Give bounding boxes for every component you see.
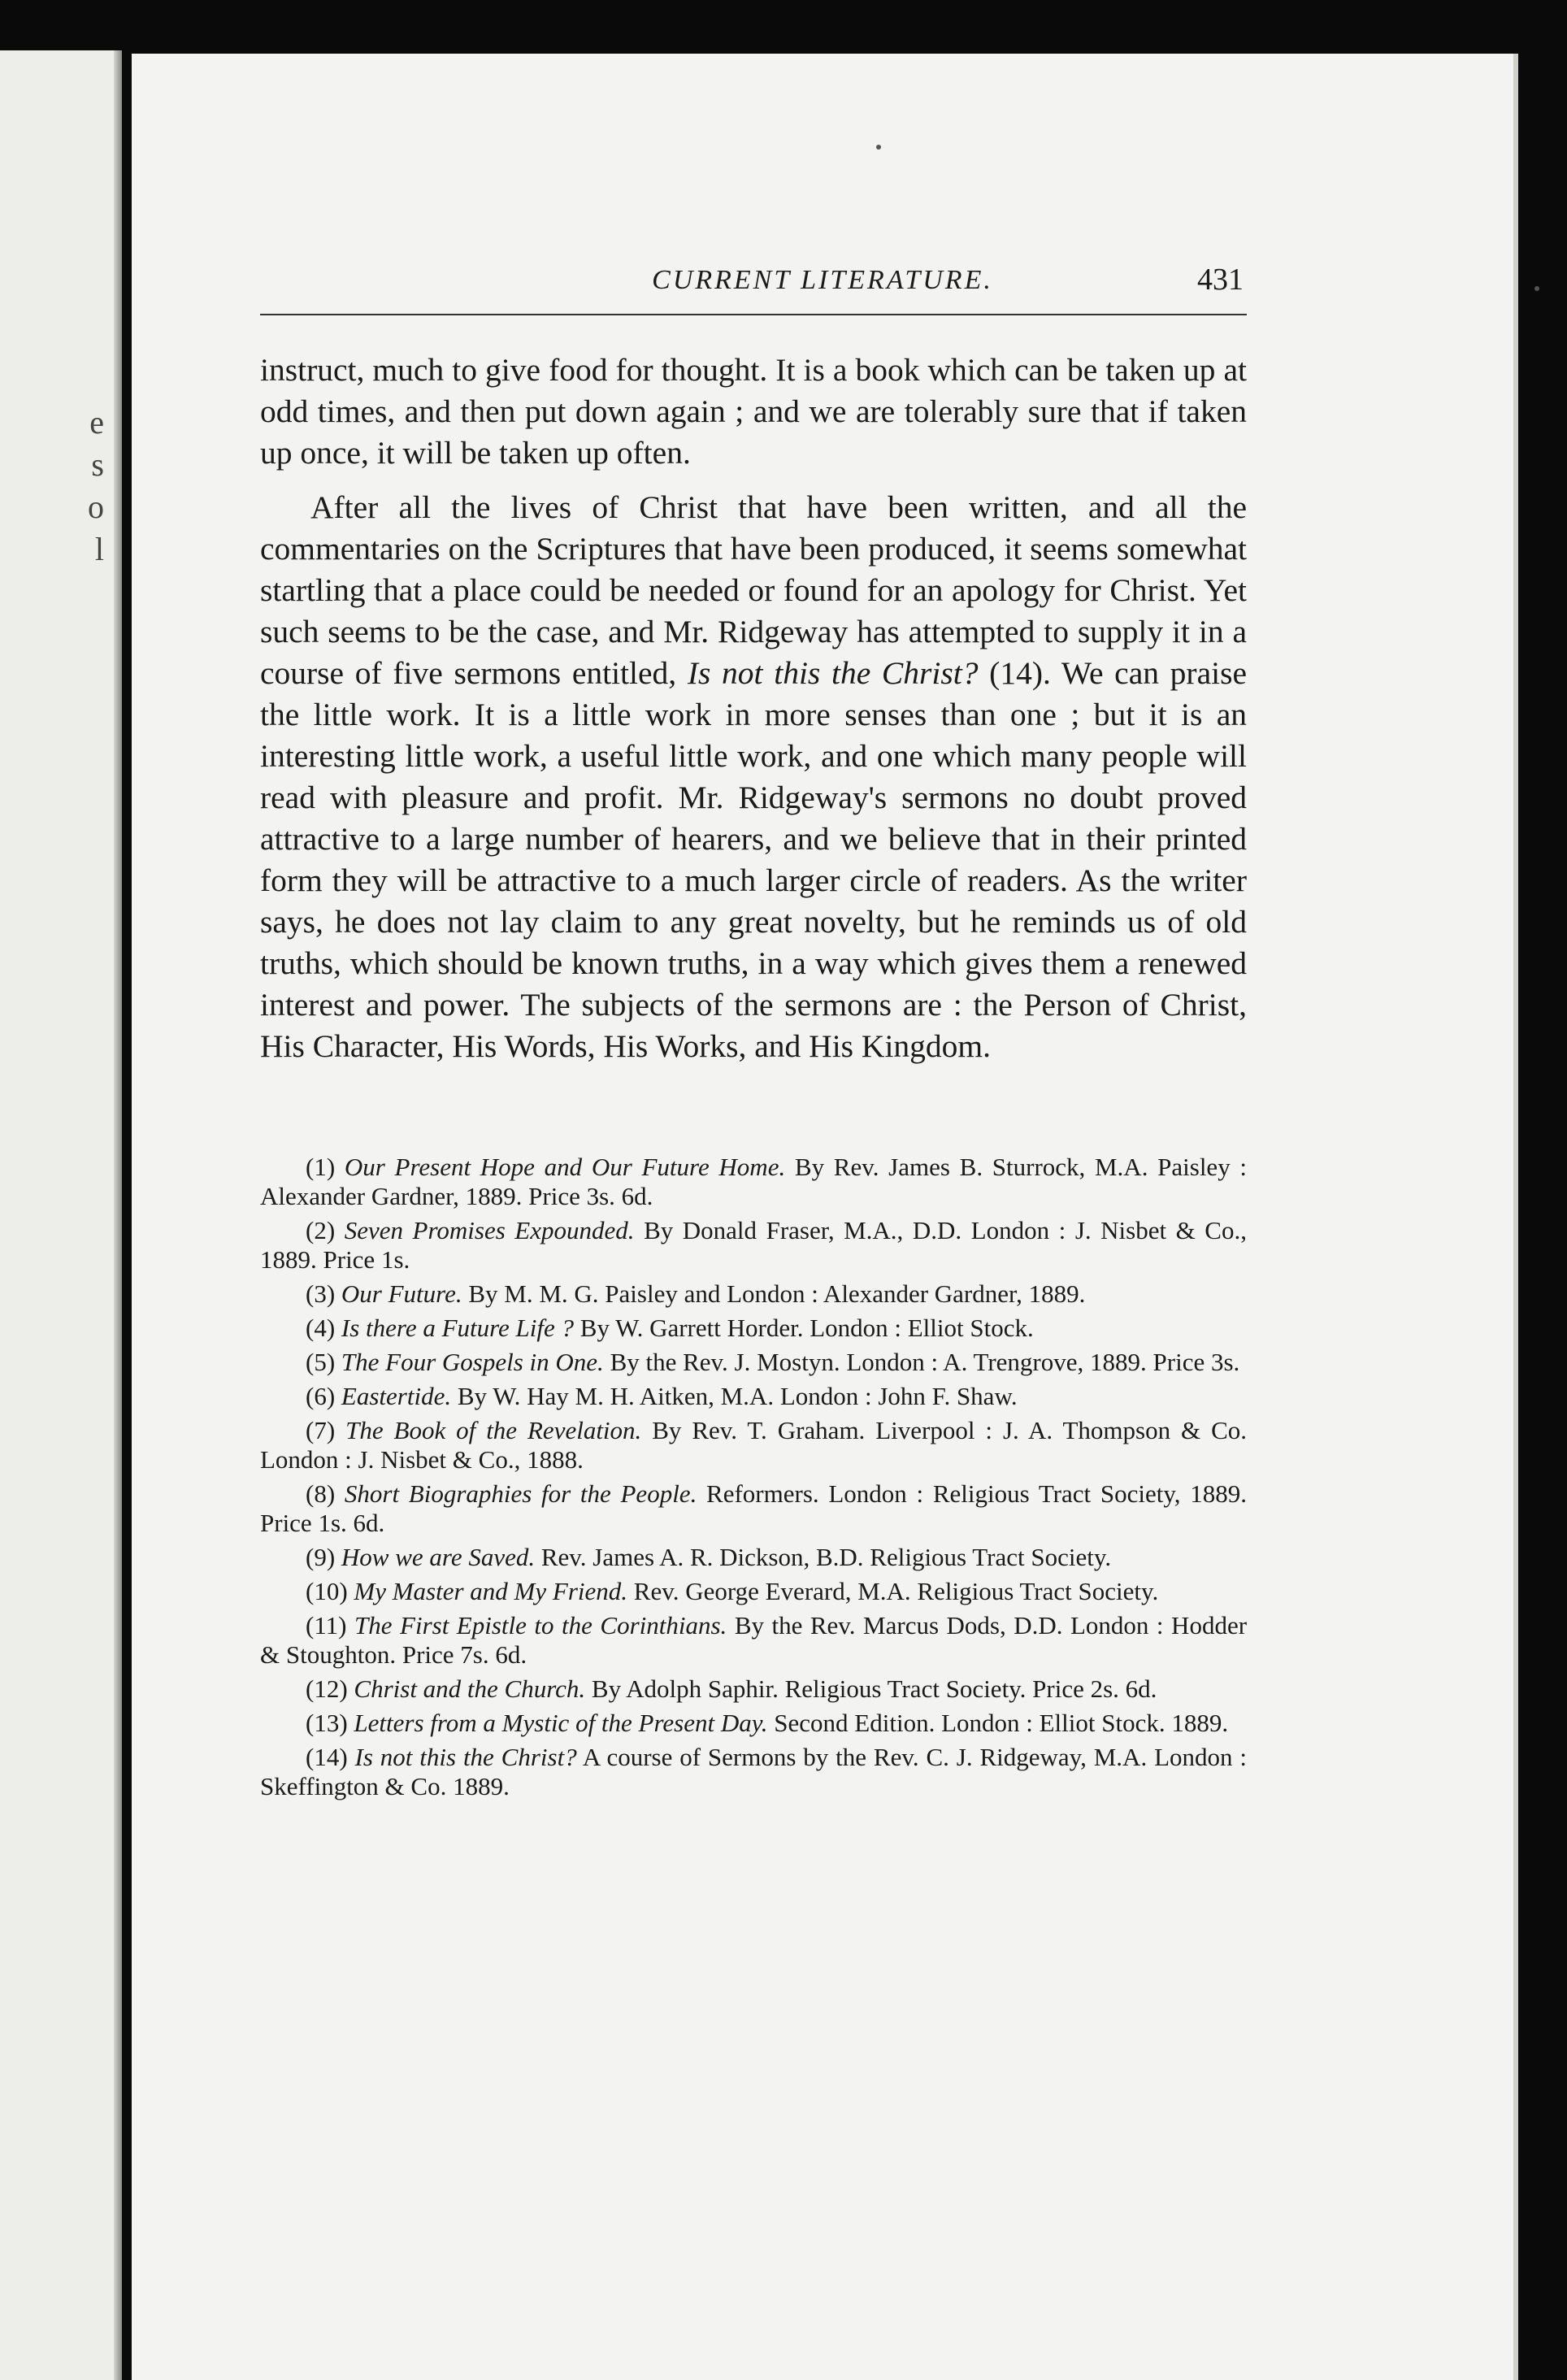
footnote-title: How we are Saved. xyxy=(341,1543,536,1571)
footnote-text: By W. Hay M. H. Aitken, M.A. London : John F. Shaw. xyxy=(457,1382,1018,1410)
footnote-number: (2) xyxy=(306,1216,336,1244)
footnote-title: Short Biographies for the People. xyxy=(344,1479,697,1508)
footnote xyxy=(260,1543,1247,1572)
footnote-text: Second Edition. London : Elliot Stock. 1889. xyxy=(774,1709,1229,1737)
footnote-title: The Four Gospels in One. xyxy=(341,1348,604,1376)
footnote-number: (3) xyxy=(306,1279,336,1308)
footnote-number: (5) xyxy=(306,1348,336,1376)
footnotes xyxy=(260,1153,1247,1806)
footnote-text: Rev. James A. R. Dickson, B.D. Religious Tract Society. xyxy=(540,1543,1112,1571)
ink-speck xyxy=(876,145,881,150)
paragraph: instruct, much to give food for thought. It is a book which can be taken up at odd times, and then put down again ; and we are tolerably sure that if taken up once, it will be taken up often. xyxy=(260,352,1247,471)
footnote-number: (13) xyxy=(306,1709,348,1737)
footnote-number: (1) xyxy=(306,1153,336,1181)
footnote-number: (9) xyxy=(306,1543,336,1571)
footnote xyxy=(260,1577,1247,1606)
footnote-number: (14) xyxy=(306,1743,348,1771)
footnote-number: (11) xyxy=(306,1611,347,1640)
running-header xyxy=(260,265,1247,317)
footnote-title: Is there a Future Life ? xyxy=(341,1314,575,1342)
footnote-number: (8) xyxy=(306,1479,336,1508)
footnote xyxy=(260,1674,1247,1704)
page-edge xyxy=(1513,54,1518,2380)
footnote-number: (6) xyxy=(306,1382,336,1410)
footnote-title: Our Present Hope and Our Future Home. xyxy=(344,1153,786,1181)
facing-page-fragment: o xyxy=(88,489,104,525)
footnote-title: Is not this the Christ? xyxy=(354,1743,577,1771)
footnote-text: By M. M. G. Paisley and London : Alexander Gardner, 1889. xyxy=(468,1279,1086,1308)
book-title: Is not this the Christ? xyxy=(687,655,979,691)
footnote-title: Christ and the Church. xyxy=(354,1674,586,1703)
paragraph xyxy=(260,487,1247,1067)
footnote-title: Our Future. xyxy=(341,1279,462,1308)
footnote-title: Seven Promises Expounded. xyxy=(344,1216,635,1244)
facing-page-edge xyxy=(0,50,122,2380)
running-title: CURRENT LITERATURE. xyxy=(652,265,993,295)
footnote-text: Rev. George Everard, M.A. Religious Tract Society. xyxy=(633,1577,1159,1605)
footnote xyxy=(260,1611,1247,1670)
footnote-title: My Master and My Friend. xyxy=(354,1577,628,1605)
footnote-text: By the Rev. J. Mostyn. London : A. Trengrove, 1889. Price 3s. xyxy=(610,1348,1240,1376)
footnote-text: A course of Sermons by the Rev. C. J. Ridgeway, M.A. London : Skeffington & Co. 1889. xyxy=(260,1743,1247,1800)
footnote xyxy=(260,1382,1247,1411)
ink-speck xyxy=(1534,286,1539,291)
footnote-text: By W. Garrett Horder. London : Elliot Stock. xyxy=(579,1314,1034,1342)
paragraph-text: After all the lives of Christ that have been written, and all the commentaries on the Scriptures that have been produced, it seems somewhat startling that a place could be needed or found for an apology for Christ. Yet such seems to be the case, and Mr. Ridgeway has attempted to supply it in a course of five sermons entitled, xyxy=(260,489,1247,691)
paragraph-text: (14). We can praise the little work. It is a little work in more senses than one ; but it is an interesting little work, a useful little work, and one which many people will read with pleasure and profit. Mr. Ridgeway's sermons no doubt proved attractive to a large number of hearers, and we believe that in their printed form they will be attractive to a much larger circle of readers. As the writer says, he does not lay claim to any great novelty, but he reminds us of old truths, which should be known truths, in a way which gives them a renewed interest and power. The subjects of the sermons are : the Person of Christ, His Character, His Words, His Works, and His Kingdom. xyxy=(260,655,1247,1064)
footnote xyxy=(260,1216,1247,1275)
facing-page-fragment: l xyxy=(94,531,104,567)
footnote-text: By Rev. T. Graham. Liverpool : J. A. Thompson & Co. London : J. Nisbet & Co., 1888. xyxy=(260,1416,1248,1474)
footnote xyxy=(260,1153,1247,1211)
footnote xyxy=(260,1416,1247,1474)
footnote-number: (10) xyxy=(306,1577,348,1605)
page-number: 431 xyxy=(1197,263,1244,297)
body-text xyxy=(260,350,1247,1080)
footnote xyxy=(260,1348,1247,1377)
page-gutter xyxy=(114,50,122,2380)
footnote xyxy=(260,1314,1247,1343)
footnote-title: The Book of the Revelation. xyxy=(345,1416,642,1444)
footnote-title: The First Epistle to the Corinthians. xyxy=(354,1611,727,1640)
footnote-text: By Rev. James B. Sturrock, M.A. Paisley : Alexander Gardner, 1889. Price 3s. 6d. xyxy=(260,1153,1248,1210)
facing-page-fragment: s xyxy=(91,446,104,483)
footnote xyxy=(260,1743,1247,1801)
facing-page-fragment: e xyxy=(89,404,104,441)
footnote xyxy=(260,1479,1247,1538)
footnote xyxy=(260,1709,1247,1738)
footnote-text: Reformers. London : Religious Tract Society, 1889. Price 1s. 6d. xyxy=(260,1479,1248,1537)
footnote xyxy=(260,1279,1247,1309)
footnote-number: (4) xyxy=(306,1314,336,1342)
footnote-text: By Adolph Saphir. Religious Tract Society. Price 2s. 6d. xyxy=(591,1674,1157,1703)
footnote-number: (12) xyxy=(306,1674,348,1703)
footnote-number: (7) xyxy=(306,1416,336,1444)
footnote-title: Letters from a Mystic of the Present Day. xyxy=(354,1709,768,1737)
footnote-text: By the Rev. Marcus Dods, D.D. London : Hodder & Stoughton. Price 7s. 6d. xyxy=(260,1611,1248,1669)
header-rule xyxy=(260,314,1247,315)
footnote-title: Eastertide. xyxy=(341,1382,452,1410)
footnote-text: By Donald Fraser, M.A., D.D. London : J. Nisbet & Co., 1889. Price 1s. xyxy=(260,1216,1247,1274)
